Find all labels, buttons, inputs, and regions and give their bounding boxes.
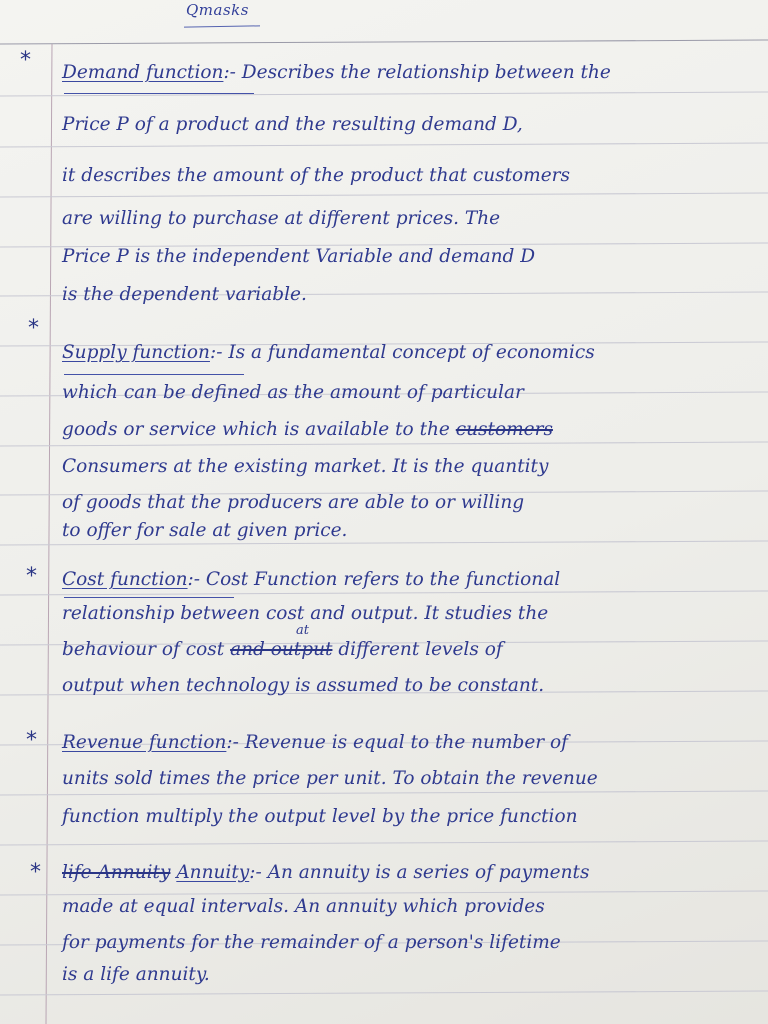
annuity-line-1: [62, 856, 760, 890]
cost-line-4: output when technology is assumed to be constant.: [62, 675, 545, 696]
revenue-line-1: [62, 726, 760, 760]
cost-line-3: [62, 633, 760, 667]
revenue-line-3: function multiply the output level by the price function: [62, 806, 578, 827]
supply-line-6: to offer for sale at given price.: [62, 520, 348, 541]
supply-text-1: :- Is a fundamental concept of economics: [209, 342, 595, 363]
bullet-star-demand: *: [20, 48, 31, 73]
cost-line-1: [62, 563, 760, 597]
bullet-star-annuity: *: [30, 860, 41, 885]
cost-insertion-mark: at: [296, 623, 309, 638]
supply-struck-word: customers: [455, 419, 553, 440]
annuity-title: Annuity: [176, 862, 250, 883]
annuity-line-2: made at equal intervals. An annuity which provides: [62, 896, 545, 917]
annuity-line-3: for payments for the remainder of a person's lifetime: [62, 932, 561, 953]
cost-line-2: relationship between cost and output. It studies the: [62, 603, 549, 624]
bullet-star-revenue: *: [26, 728, 37, 753]
revenue-line-2: units sold times the price per unit. To obtain the revenue: [62, 768, 598, 789]
annuity-struck-words: life Annuity: [62, 862, 171, 883]
demand-title: Demand function: [62, 62, 224, 83]
demand-line-1: [62, 56, 760, 90]
supply-line-1: [62, 336, 760, 370]
annuity-line-4: is a life annuity.: [62, 964, 210, 985]
bullet-star-cost: *: [26, 564, 37, 589]
supply-line-2: which can be defined as the amount of particular: [62, 382, 524, 403]
supply-line-5: of goods that the producers are able to or willing: [62, 492, 525, 513]
revenue-title: Revenue function: [62, 732, 227, 753]
demand-line-5: Price P is the independent Variable and demand D: [62, 246, 536, 267]
page-header: Qmasks: [186, 1, 249, 19]
cost-text-1: :- Cost Function refers to the functional: [187, 569, 561, 590]
bullet-star-supply: *: [28, 316, 39, 341]
cost-struck-words: and output: [230, 639, 333, 660]
revenue-text-1: :- Revenue is equal to the number of: [226, 732, 569, 753]
cost-text-3a: behaviour of cost: [62, 639, 225, 660]
supply-title: Supply function: [62, 342, 210, 363]
demand-title-underline: [64, 93, 254, 94]
supply-line-3: [62, 413, 760, 447]
supply-title-underline: [64, 374, 244, 375]
cost-title: Cost function: [62, 569, 188, 590]
demand-line-4: are willing to purchase at different prices. The: [62, 208, 501, 229]
demand-line-6: is the dependent variable.: [62, 284, 307, 305]
demand-line-3: it describes the amount of the product that customers: [62, 165, 571, 186]
supply-line-4: Consumers at the existing market. It is the quantity: [62, 456, 549, 477]
cost-text-3b: different levels of: [338, 639, 503, 660]
supply-text-3: goods or service which is available to the: [62, 419, 450, 440]
annuity-text-1: :- An annuity is a series of payments: [249, 862, 590, 883]
demand-text-1: :- Describes the relationship between the: [223, 62, 611, 83]
demand-line-2: Price P of a product and the resulting demand D,: [62, 114, 523, 135]
